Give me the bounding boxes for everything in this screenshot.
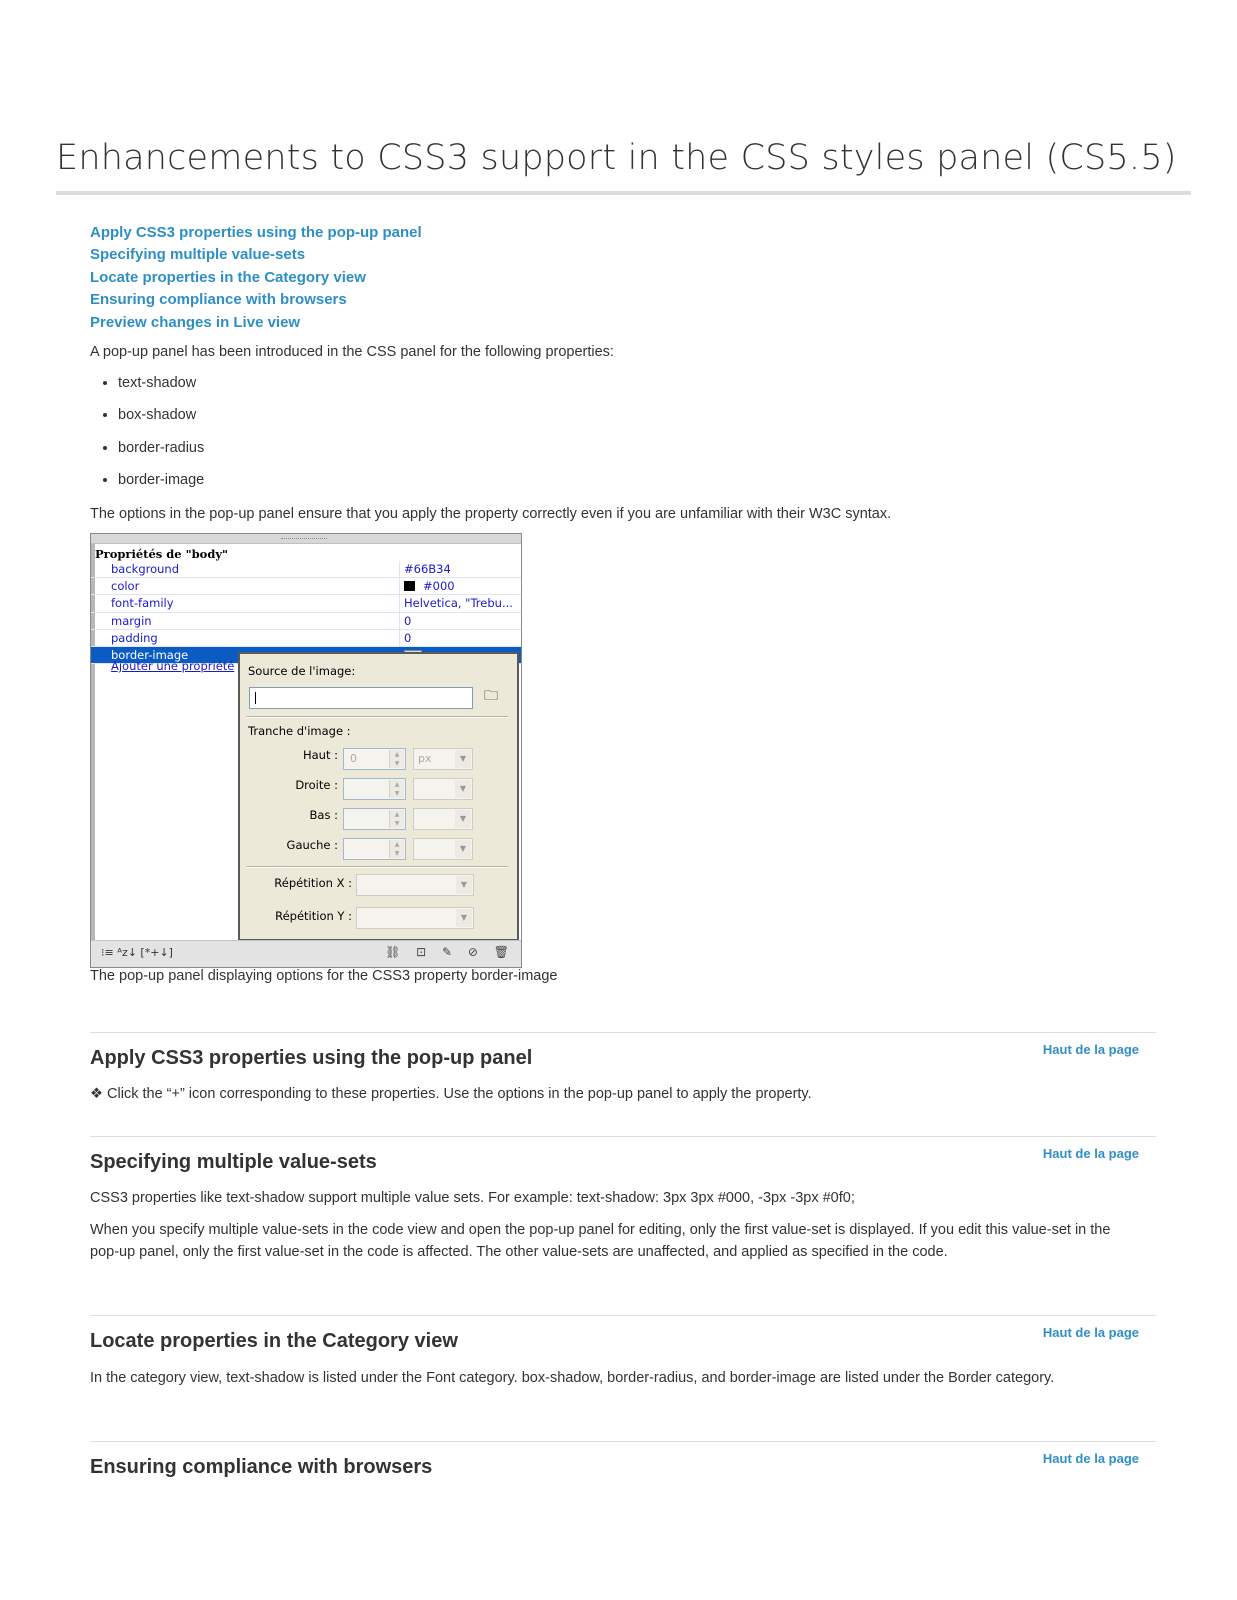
top-value: 0 xyxy=(350,752,357,765)
options-paragraph: The options in the pop-up panel ensure that you apply the property correctly even if you are unfamiliar with their W3C syntax. xyxy=(90,506,892,522)
column-separator xyxy=(399,595,400,611)
right-label: Droite : xyxy=(295,778,338,792)
property-name: margin xyxy=(111,613,152,628)
image-source-label: Source de l'image: xyxy=(248,664,356,678)
figure-caption: The pop-up panel displaying options for the CSS3 property border-image xyxy=(90,968,558,984)
back-to-top-link[interactable]: Haut de la page xyxy=(1042,1146,1139,1161)
repeat-y-select xyxy=(356,907,474,929)
stepper-arrows-icon: ▲ ▼ xyxy=(389,840,404,858)
toc-link-apply-css3[interactable]: Apply CSS3 properties using the pop-up panel xyxy=(90,224,422,241)
border-image-popup xyxy=(238,652,519,941)
property-value: 0 xyxy=(404,613,412,628)
top-unit-value: px xyxy=(418,752,432,765)
toc-link-browser-compliance[interactable]: Ensuring compliance with browsers xyxy=(90,291,347,309)
divider xyxy=(246,716,508,718)
chevron-down-icon: ▼ xyxy=(456,876,472,894)
top-stepper xyxy=(343,748,406,770)
property-row xyxy=(91,595,521,612)
section-paragraph: When you specify multiple value-sets in the code view and open the pop-up panel for editing, only the first value-set is displayed. If you edit this value-set in the pop-up panel, only the first value-set in the code is affected. The other value-sets are unaffected, and applied as specified in the code. xyxy=(90,1222,1111,1260)
property-row xyxy=(91,561,521,578)
stepper-arrows-icon: ▲ ▼ xyxy=(389,810,404,828)
column-separator xyxy=(399,613,400,629)
action-icons: ⛓ ⊡ ✎ ⊘ 🗑 xyxy=(385,945,515,959)
section-heading: Specifying multiple value-sets xyxy=(90,1151,377,1173)
image-slice-label: Tranche d'image : xyxy=(248,724,351,738)
toc-link-multiple-value-sets[interactable]: Specifying multiple value-sets xyxy=(90,246,306,264)
add-property-link: Ajouter une propriété xyxy=(111,659,235,673)
property-name: font-family xyxy=(111,596,174,611)
property-value: #66B34 xyxy=(404,562,451,576)
right-unit-select xyxy=(413,778,473,800)
property-row xyxy=(91,630,521,647)
section-paragraph: In the category view, text-shadow is listed under the Font category. box-shadow, border-radius, and border-image are listed under the Border category. xyxy=(90,1370,1055,1386)
property-name: padding xyxy=(111,630,158,645)
image-source-field xyxy=(249,687,473,709)
section-heading: Apply CSS3 properties using the pop-up panel xyxy=(90,1047,533,1069)
property-name: background xyxy=(111,562,180,576)
top-unit-select xyxy=(413,748,473,770)
bottom-label: Bas : xyxy=(309,808,338,822)
list-item: • border-image xyxy=(118,469,204,501)
section-divider xyxy=(90,1032,1156,1033)
chevron-down-icon: ▼ xyxy=(455,840,471,858)
right-stepper xyxy=(343,778,406,800)
chevron-down-icon: ▼ xyxy=(455,810,471,828)
property-value xyxy=(404,579,455,593)
divider xyxy=(246,866,508,868)
view-toggle-icons: ⁝≡ ᴬz↓ [*+↓] xyxy=(101,946,173,959)
stepper-arrows-icon: ▲ ▼ xyxy=(389,750,404,768)
chevron-down-icon: ▼ xyxy=(456,909,472,927)
list-item: • border-radius xyxy=(118,437,204,469)
toc-link-category-view[interactable]: Locate properties in the Category view xyxy=(90,268,366,286)
section-paragraph: ❖ Click the “+” icon corresponding to these properties. Use the options in the pop-up panel to apply the property. xyxy=(90,1086,812,1102)
list-item: • box-shadow xyxy=(118,404,204,436)
repeat-x-label: Répétition X : xyxy=(274,876,352,890)
stepper-arrows-icon: ▲ ▼ xyxy=(389,780,404,798)
section-divider xyxy=(90,1136,1156,1137)
folder-icon: 🗀 xyxy=(484,688,498,704)
left-stepper xyxy=(343,838,406,860)
column-separator xyxy=(399,578,400,594)
color-swatch xyxy=(404,581,415,591)
bottom-unit-select xyxy=(413,808,473,830)
panel-heading: Propriétés de "body" xyxy=(95,547,229,561)
back-to-top-link[interactable]: Haut de la page xyxy=(1042,1325,1139,1340)
section-heading: Ensuring compliance with browsers xyxy=(90,1456,433,1478)
panel-grip xyxy=(91,534,521,544)
section-divider xyxy=(90,1315,1156,1316)
section-divider xyxy=(90,1441,1156,1442)
chevron-down-icon: ▼ xyxy=(455,750,471,768)
css-panel-screenshot xyxy=(90,533,522,968)
intro-paragraph: A pop-up panel has been introduced in the CSS panel for the following properties: xyxy=(90,344,614,360)
back-to-top-link[interactable]: Haut de la page xyxy=(1042,1451,1139,1466)
column-separator xyxy=(399,561,400,577)
toc-link-live-view[interactable]: Preview changes in Live view xyxy=(90,313,301,331)
table-of-contents xyxy=(90,222,422,334)
top-label: Haut : xyxy=(302,748,338,762)
property-name: border-image xyxy=(111,647,189,662)
repeat-y-label: Répétition Y : xyxy=(275,909,352,923)
list-item: • text-shadow xyxy=(118,372,204,404)
title-divider xyxy=(56,191,1191,195)
left-label: Gauche : xyxy=(286,838,338,852)
properties-list xyxy=(90,372,204,501)
bottom-stepper xyxy=(343,808,406,830)
section-heading: Locate properties in the Category view xyxy=(90,1330,458,1352)
property-value: 0 xyxy=(404,630,412,645)
property-row xyxy=(91,613,521,630)
column-separator xyxy=(399,630,400,646)
page-title: Enhancements to CSS3 support in the CSS styles panel (CS5.5) xyxy=(56,138,1177,178)
text-caret xyxy=(255,692,256,704)
repeat-x-select xyxy=(356,874,474,896)
property-value: Helvetica, "Trebu... xyxy=(404,596,513,611)
panel-toolbar xyxy=(91,940,521,967)
left-unit-select xyxy=(413,838,473,860)
back-to-top-link[interactable]: Haut de la page xyxy=(1042,1042,1139,1057)
property-row xyxy=(91,578,521,595)
chevron-down-icon: ▼ xyxy=(455,780,471,798)
section-paragraph: CSS3 properties like text-shadow support multiple value sets. For example: text-shadow: 3px 3px #000, -3px -3px #0f0; xyxy=(90,1190,855,1206)
property-value-text: #000 xyxy=(423,579,455,594)
property-name: color xyxy=(111,579,140,594)
